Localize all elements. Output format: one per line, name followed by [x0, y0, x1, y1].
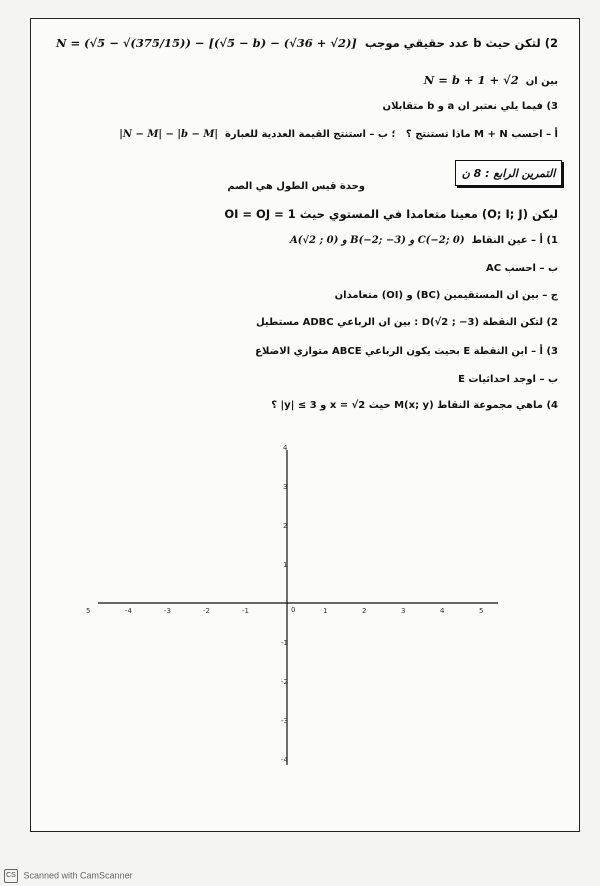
- x-tick-label: 4: [440, 607, 445, 615]
- part-3b-line: ب – اوجد احداثيات E: [458, 374, 558, 385]
- y-tick-label: -4: [281, 756, 288, 764]
- question-3b-expression: |N − M| − |b − M|: [119, 129, 219, 140]
- question-3a-text: أ – احسب M + N ماذا تستنتج ؟: [405, 129, 558, 140]
- x-tick-label: -2: [203, 607, 210, 615]
- x-tick-label: 3: [401, 607, 406, 615]
- part-1b-line: ب – احسب AC: [486, 263, 558, 274]
- y-tick-label: 4: [283, 444, 288, 452]
- y-tick-label: 3: [283, 483, 288, 491]
- part-1c-line: ج – بين ان المستقيمين (BC) و (OI) متعامدان: [334, 290, 558, 301]
- y-tick-label: -2: [281, 678, 288, 686]
- question-3b-text: ؛ ب – استنتج القيمة العددية للعبارة: [225, 129, 396, 140]
- part-1a-points: A(√2 ; 0) و B(−2; −3) و C(−2; 0): [289, 235, 465, 246]
- camscanner-logo: CS: [4, 869, 18, 883]
- frame-definition: ليكن (O; I; J) معينا متعامدا في المستوي حيث OI = OJ = 1: [224, 207, 558, 221]
- scanner-watermark: [4, 869, 133, 883]
- question-2-text: 2) لتكن حيث b عدد حقيقي موجب: [364, 36, 558, 50]
- part-3a-line: 3) أ – ابن النقطة E بحيث يكون الرباعي ABCE متوازي الاضلاع: [255, 346, 558, 357]
- footer-text: Scanned with CamScanner: [23, 870, 133, 881]
- x-tick-label: -1: [242, 607, 249, 615]
- part-1a-text: 1) أ – عين النقاط: [471, 235, 558, 246]
- question-2-show-equation: N = b + 1 + √2: [423, 73, 519, 87]
- x-tick-label: 2: [362, 607, 367, 615]
- y-tick-label: -3: [281, 717, 288, 725]
- x-tick-label: 5: [479, 607, 484, 615]
- origin-label: 0: [291, 606, 296, 614]
- x-tick-label: 1: [323, 607, 328, 615]
- x-tick-label: 5: [86, 607, 91, 615]
- question-2-show-label: بين ان: [525, 76, 558, 87]
- question-3-line: 3) فيما يلي نعتبر ان a و b متقابلان: [382, 101, 558, 112]
- question-2-equation: N = (√5 − √(375/15)) − [(√5 − b) − (√36 + √2)]: [56, 36, 357, 50]
- x-tick-label: -3: [164, 607, 171, 615]
- y-tick-label: 1: [283, 561, 288, 569]
- exercise-title: التمرين الرابع : 8 ن: [461, 166, 556, 180]
- y-tick-label: 2: [283, 522, 288, 530]
- part-4-line: 4) ماهي مجموعة النقاط M(x; y) حيث x = √2 و 3 ≥ |y| ؟: [271, 400, 558, 411]
- x-tick-label: -4: [125, 607, 132, 615]
- part-2-line: 2) لتكن النقطة D(√2 ; −3) : بين ان الرباعي ADBC مستطيل: [255, 317, 558, 328]
- y-tick-label: -1: [281, 639, 288, 647]
- unit-line: وحدة قيس الطول هي الصم: [227, 181, 365, 192]
